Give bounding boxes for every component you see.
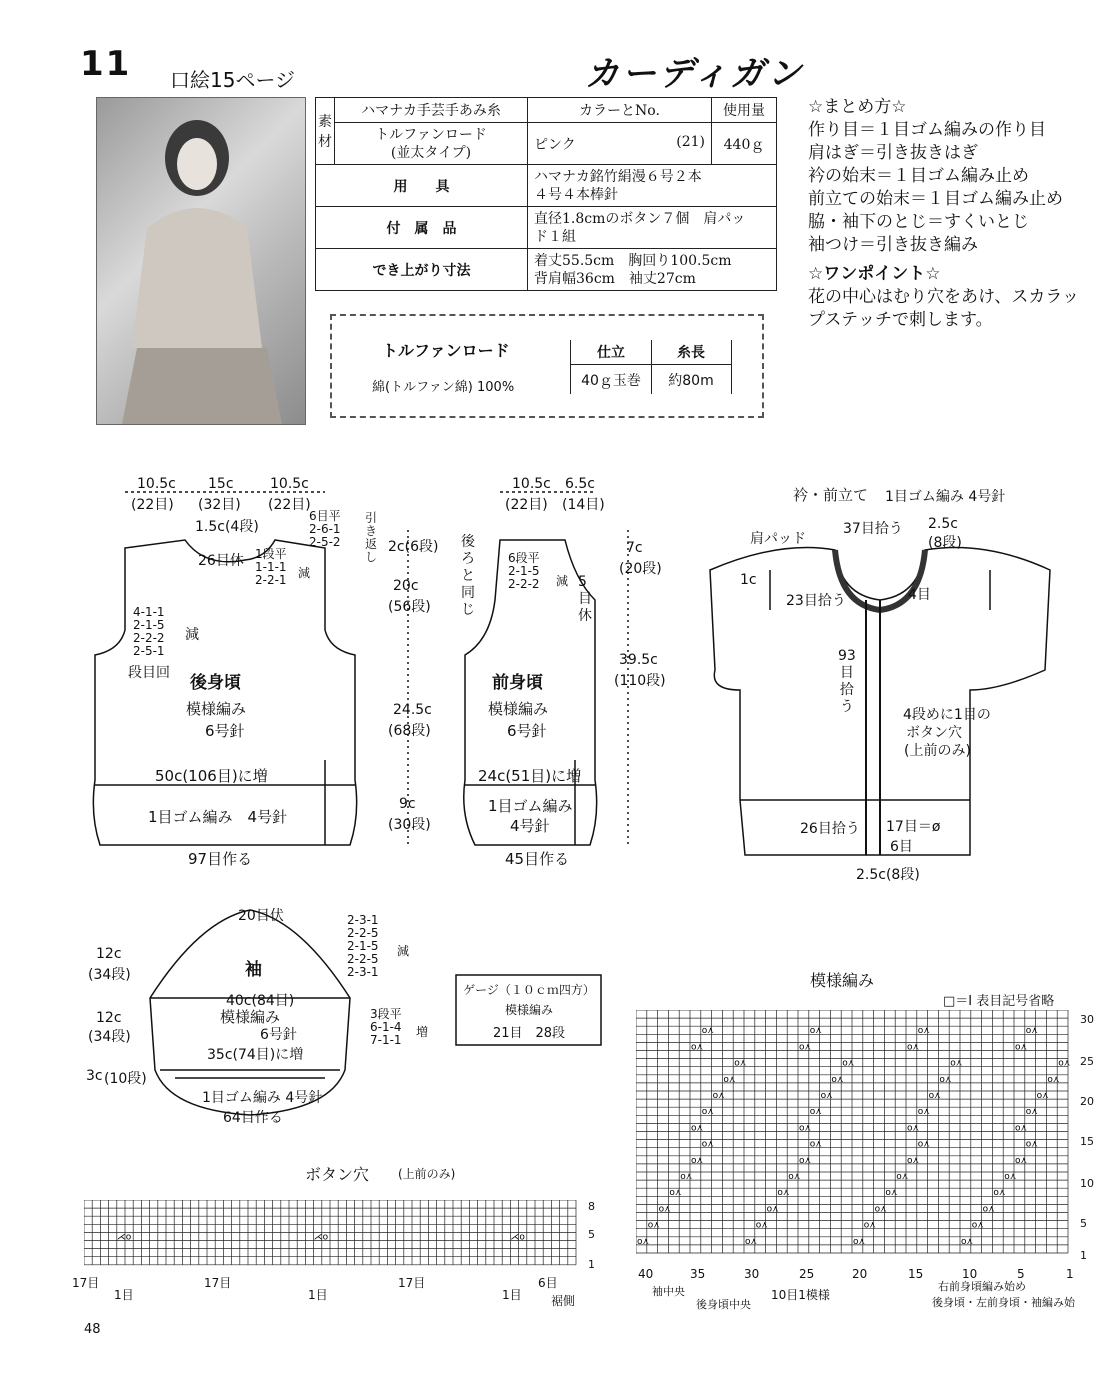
back-top-count-2: (32目) — [198, 497, 241, 513]
chart-note-4: 右前身頃編み始め — [938, 1280, 1026, 1293]
howto-line-5: 脇・袖下のとじ＝すくいとじ — [808, 212, 1029, 232]
bh-count-2: 1目 — [114, 1288, 134, 1302]
yo-decrease-mark: o⋏ — [658, 1204, 671, 1215]
yo-decrease-mark: o⋏ — [896, 1172, 909, 1182]
yo-decrease-mark: o⋏ — [1015, 1155, 1028, 1166]
collar-heading-note: 1目ゴム編み 4号針 — [885, 489, 1006, 505]
yarn-box-col1-val: 40ｇ玉巻 — [581, 373, 641, 389]
sleeve-needle: 6号針 — [260, 1027, 297, 1043]
yo-decrease-mark: o⋏ — [799, 1042, 812, 1053]
chart-row-5: 5 — [1080, 1217, 1087, 1230]
sleeve-inc-1: 3段平 — [370, 1007, 402, 1021]
chart-col-30: 30 — [744, 1267, 760, 1281]
back-needle: 6号針 — [205, 722, 245, 740]
yo-decrease-mark: o⋏ — [788, 1172, 801, 1182]
point-line-2: プステッチで刺します。 — [808, 310, 993, 330]
sleeve-left-6: (10段) — [104, 1071, 147, 1087]
back-increase: 50c(106目)に増 — [155, 767, 268, 785]
yo-decrease-mark: o⋏ — [734, 1058, 747, 1069]
sleeve-left-5: 3c — [86, 1068, 103, 1084]
chart-col-1: 1 — [1066, 1267, 1074, 1281]
chart-row-1: 1 — [1080, 1249, 1087, 1262]
back-shoulder-note: 引き返し — [365, 511, 378, 564]
sleeve-dec — [347, 914, 379, 979]
back-top-dim-2: 15c — [208, 476, 234, 492]
back-top-count-1: (22目) — [131, 497, 174, 513]
sleeve-dec-2: 2-2-5 — [347, 926, 379, 940]
collar-pick-93-2: 目 — [839, 665, 854, 681]
front-top-dim-2: 6.5c — [565, 476, 595, 492]
yo-decrease-mark: o⋏ — [723, 1074, 736, 1085]
bh-count-4: 1目 — [308, 1288, 328, 1302]
yo-decrease-mark: o⋏ — [917, 1026, 930, 1037]
gauge-title: ゲージ（１０ｃｍ四方） — [463, 983, 595, 997]
chart-row-30: 30 — [1080, 1013, 1094, 1026]
bh-row-5: 5 — [588, 1228, 595, 1241]
chart-row-10: 10 — [1080, 1177, 1094, 1190]
back-arm-note: 段目回 — [128, 665, 170, 681]
collar-pick-23: 23目拾う — [786, 593, 846, 609]
front-top-dim-1: 10.5c — [512, 476, 551, 492]
collar-pick-top: 37目拾う — [843, 521, 903, 537]
yo-decrease-mark: o⋏ — [820, 1091, 833, 1101]
back-pattern: 模様編み — [186, 700, 247, 718]
back-label: 後身頃 — [190, 673, 241, 693]
yo-decrease-mark: o⋏ — [1015, 1042, 1028, 1053]
collar-buttonhole-2: ボタン穴 — [906, 725, 962, 741]
sleeve-left-2: (34段) — [88, 967, 131, 983]
sleeve-cast-on: 64目作る — [223, 1110, 283, 1126]
yo-decrease-mark: o⋏ — [1004, 1172, 1017, 1182]
sleeve-dec-5: 2-3-1 — [347, 965, 379, 979]
notions-line-1: 直径1.8cmのボタン７個 肩パッ — [534, 210, 746, 227]
front-top-count-1: (22目) — [505, 497, 548, 513]
collar-bottom: 2.5c(8段) — [856, 867, 920, 883]
howto-line-1: 作り目＝１目ゴム編みの作り目 — [808, 120, 1046, 140]
bh-row-8: 8 — [588, 1200, 595, 1213]
front-cast-on: 45目作る — [505, 850, 570, 868]
sleeve-left-3: 12c — [96, 1010, 122, 1026]
mid-dim-a: 2c(6段) — [388, 539, 439, 555]
yo-decrease-mark: o⋏ — [647, 1220, 660, 1231]
bh-count-6: 1目 — [502, 1288, 522, 1302]
yo-decrease-mark: o⋏ — [863, 1220, 876, 1231]
front-increase: 24c(51目)に増 — [478, 767, 582, 785]
yo-decrease-mark: o⋏ — [755, 1220, 768, 1231]
chart-note-2: 後身頃中央 — [696, 1298, 751, 1311]
material-label: 素材 — [316, 98, 335, 165]
howto-heading: ☆まとめ方☆ — [808, 97, 907, 117]
front-same-note: 後ろと同じ — [461, 534, 475, 618]
sleeve-inc-note: 増 — [416, 1025, 429, 1039]
yo-decrease-mark: o⋏ — [701, 1107, 714, 1118]
back-shoulder-line-2: 2-6-1 — [309, 522, 341, 536]
yarn-box-col1-head: 仕立 — [597, 345, 625, 361]
gauge-value: 21目 28段 — [492, 1026, 566, 1041]
front-rest: 5目休 — [578, 574, 592, 624]
back-arm-dec-1: 4-1-1 — [133, 605, 165, 619]
yo-decrease-mark: o⋏ — [799, 1123, 812, 1134]
spec-head-color: カラーとNo. — [528, 98, 712, 123]
back-arm-dec-note: 減 — [185, 627, 199, 643]
buttonhole-mark: ⋌o — [510, 1232, 525, 1243]
collar-pick-93-3: 拾 — [839, 682, 854, 698]
collar-one-c: 1c — [740, 572, 757, 588]
chart-row-15: 15 — [1080, 1135, 1094, 1148]
bh-count-1: 17目 — [72, 1276, 100, 1290]
tools-line-1: ハマナカ銘竹絹漫６号２本 — [534, 168, 702, 185]
gauge-pattern: 模様編み — [504, 1003, 553, 1017]
yo-decrease-mark: o⋏ — [712, 1091, 725, 1101]
point-line-1: 花の中心はむり穴をあけ、スカラッ — [808, 287, 1079, 307]
mid-dim-d: 9c — [399, 796, 416, 812]
front-rib-2: 4号針 — [510, 817, 550, 835]
stitch-chart — [636, 1010, 1076, 1265]
tools-line-2: ４号４本棒針 — [534, 186, 618, 203]
back-shoulder-line-3: 2-5-2 — [309, 535, 341, 549]
yo-decrease-mark: o⋏ — [907, 1123, 920, 1134]
howto-line-2: 肩はぎ＝引き抜きはぎ — [808, 143, 978, 163]
sleeve-dec-1: 2-3-1 — [347, 913, 379, 927]
collar-six: 6目 — [890, 839, 913, 855]
front-neck-dec-3: 2-2-2 — [508, 577, 540, 591]
back-shoulder — [309, 510, 341, 549]
yo-decrease-mark: o⋏ — [809, 1107, 822, 1118]
yo-decrease-mark: o⋏ — [950, 1058, 963, 1069]
sleeve-rib: 1目ゴム編み 4号針 — [202, 1090, 323, 1106]
yo-decrease-mark: o⋏ — [777, 1188, 790, 1199]
buttonhole-title-note: (上前のみ) — [398, 1167, 456, 1181]
notions-label: 付 属 品 — [316, 207, 528, 249]
point-heading: ☆ワンポイント☆ — [808, 264, 941, 284]
yo-decrease-mark: o⋏ — [701, 1139, 714, 1150]
chart-row-20: 20 — [1080, 1095, 1094, 1108]
page-number: 48 — [84, 1322, 101, 1337]
back-arm-dec-4: 2-5-1 — [133, 644, 165, 658]
size-label: でき上がり寸法 — [316, 249, 528, 291]
front-right-b2: (110段) — [614, 673, 666, 689]
yo-decrease-mark: o⋏ — [799, 1155, 812, 1166]
yo-decrease-mark: o⋏ — [691, 1155, 704, 1166]
front-needle: 6号針 — [507, 722, 547, 740]
front-neck-dec-note: 減 — [556, 574, 569, 588]
chart-title: 模様編み — [810, 971, 875, 990]
back-top-count-3: (22目) — [268, 497, 311, 513]
yo-decrease-mark: o⋏ — [885, 1188, 898, 1199]
mid-dim-c: 24.5c — [393, 702, 432, 718]
yo-decrease-mark: o⋏ — [809, 1139, 822, 1150]
back-rib: 1目ゴム編み 4号針 — [148, 808, 288, 826]
yarn-box-col2-val: 約80m — [668, 373, 714, 389]
chart-col-25: 25 — [799, 1267, 815, 1281]
chart-note-5: 後身頃・左前身頃・袖編み始 — [932, 1296, 1075, 1309]
back-top-dim-3: 10.5c — [270, 476, 309, 492]
back-shoulder-line-1: 6目平 — [309, 509, 341, 523]
collar-buttonhole-1: 4段めに1目の — [903, 707, 991, 723]
front-right-a2: (20段) — [619, 561, 662, 577]
yo-decrease-mark: o⋏ — [669, 1188, 682, 1199]
back-cast-on: 97目作る — [188, 850, 253, 868]
yarn-name: トルファンロード — [375, 126, 487, 143]
front-right-a: 7c — [626, 540, 643, 556]
back-top-dim-1: 10.5c — [137, 476, 176, 492]
collar-four: 4目 — [908, 587, 931, 603]
sleeve-left-1: 12c — [96, 946, 122, 962]
yo-decrease-mark: o⋏ — [701, 1026, 714, 1037]
tools-label: 用 具 — [316, 165, 528, 207]
back-neck-dec-2: 1-1-1 — [255, 560, 287, 574]
sleeve-width: 40c(84目) — [226, 993, 295, 1009]
size-line-1: 着丈55.5cm 胸回り100.5cm — [534, 252, 732, 269]
yo-decrease-mark: o⋏ — [691, 1123, 704, 1134]
yarn-box-name: トルファンロード — [382, 341, 510, 360]
chart-row-25: 25 — [1080, 1055, 1094, 1068]
yo-decrease-mark: o⋏ — [961, 1236, 974, 1247]
collar-pick-26: 26目拾う — [800, 821, 860, 837]
yo-decrease-mark: o⋏ — [1036, 1091, 1049, 1101]
mid-dim-b: 20c — [393, 578, 419, 594]
collar-pick-93-4: う — [839, 699, 854, 715]
spec-head-yarn: ハマナカ手芸手あみ糸 — [335, 98, 528, 123]
sleeve-inc — [370, 1008, 402, 1047]
buttonhole-mark: ⋌o — [116, 1232, 132, 1243]
back-neck-dec — [255, 548, 287, 587]
sleeve-dec-3: 2-1-5 — [347, 939, 379, 953]
sleeve-left-4: (34段) — [88, 1029, 131, 1045]
buttonhole-chart — [84, 1200, 584, 1270]
front-pattern: 模様編み — [488, 700, 549, 718]
back-arm-dec-3: 2-2-2 — [133, 631, 165, 645]
yo-decrease-mark: o⋏ — [917, 1107, 930, 1118]
sleeve-dec-note: 減 — [397, 944, 410, 958]
color-name: ピンク — [534, 136, 576, 153]
yo-decrease-mark: o⋏ — [831, 1074, 844, 1085]
collar-pick-93 — [838, 648, 856, 716]
bh-count-3: 17目 — [204, 1276, 232, 1290]
page-reference: 口絵15ページ — [170, 68, 296, 92]
buttonhole-mark: ⋌o — [313, 1232, 329, 1243]
yo-decrease-mark: o⋏ — [1025, 1026, 1038, 1037]
front-rib-1: 1目ゴム編み — [488, 797, 573, 815]
yo-decrease-mark: o⋏ — [842, 1058, 855, 1069]
yo-decrease-mark: o⋏ — [853, 1236, 866, 1247]
collar-pad: 肩パッド — [750, 531, 806, 547]
bh-row-1: 1 — [588, 1258, 595, 1271]
sleeve-inc-3: 7-1-1 — [370, 1033, 402, 1047]
chart-col-35: 35 — [690, 1267, 706, 1281]
amount-value: 440ｇ — [712, 123, 777, 165]
front-neck-dec-2: 2-1-5 — [508, 564, 540, 578]
back-neck-dec-3: 2-2-1 — [255, 573, 287, 587]
chart-note-1: 袖中央 — [652, 1285, 685, 1298]
howto-line-3: 衿の始末＝１目ゴム編み止め — [808, 166, 1029, 186]
spec-head-amount: 使用量 — [712, 98, 777, 123]
size-line-2: 背肩幅36cm 袖丈27cm — [534, 270, 696, 287]
color-number: (21) — [676, 133, 705, 150]
yo-decrease-mark: o⋏ — [637, 1236, 650, 1247]
yo-decrease-mark: o⋏ — [766, 1204, 779, 1215]
yo-decrease-mark: o⋏ — [874, 1204, 887, 1215]
yo-decrease-mark: o⋏ — [1025, 1107, 1038, 1118]
collar-seventeen: 17目＝ø — [886, 819, 941, 835]
chart-col-20: 20 — [852, 1267, 868, 1281]
chart-col-10: 10 — [962, 1267, 978, 1281]
chart-col-40: 40 — [638, 1267, 654, 1281]
yo-decrease-mark: o⋏ — [691, 1042, 704, 1053]
page-title: カーディガン — [585, 54, 805, 94]
front-top-count-2: (14目) — [562, 497, 605, 513]
back-neck-dec-note: 減 — [298, 566, 311, 580]
collar-band-rows: (8段) — [928, 535, 962, 551]
chart-col-5: 5 — [1017, 1267, 1025, 1281]
yarn-type: (並太タイプ) — [390, 144, 472, 161]
yo-decrease-mark: o⋏ — [1047, 1074, 1060, 1085]
collar-band-dim: 2.5c — [928, 516, 958, 532]
yo-decrease-mark: o⋏ — [907, 1155, 920, 1166]
yarn-box-col2-head: 糸長 — [677, 345, 705, 361]
front-label: 前身頃 — [492, 673, 543, 693]
yo-decrease-mark: o⋏ — [1058, 1058, 1071, 1069]
buttonhole-title: ボタン穴 — [305, 1165, 370, 1184]
yarn-box-content: 綿(トルファン綿) 100% — [372, 380, 515, 395]
sleeve-increase: 35c(74目)に増 — [207, 1047, 304, 1063]
howto-line-6: 袖つけ＝引き抜き編み — [808, 235, 978, 255]
bh-count-7: 6目 — [538, 1276, 558, 1290]
front-neck-dec — [508, 552, 540, 591]
yo-decrease-mark: o⋏ — [809, 1026, 822, 1037]
sleeve-top: 20目伏 — [238, 908, 284, 924]
mid-dim-c2: (68段) — [388, 723, 431, 739]
yo-decrease-mark: o⋏ — [680, 1172, 693, 1182]
sleeve-pattern: 模様編み — [220, 1008, 281, 1026]
sleeve-inc-2: 6-1-4 — [370, 1020, 402, 1034]
back-arm-dec-2: 2-1-5 — [133, 618, 165, 632]
yo-decrease-mark: o⋏ — [928, 1091, 941, 1101]
front-right-b: 39.5c — [619, 652, 658, 668]
yo-decrease-mark: o⋏ — [993, 1188, 1006, 1199]
yo-decrease-mark: o⋏ — [917, 1139, 930, 1150]
mid-dim-d2: (30段) — [388, 817, 431, 833]
back-arm-dec — [133, 606, 165, 658]
yo-decrease-mark: o⋏ — [1025, 1139, 1038, 1150]
sleeve-dec-4: 2-2-5 — [347, 952, 379, 966]
bh-count-5: 17目 — [398, 1276, 426, 1290]
yo-decrease-mark: o⋏ — [907, 1042, 920, 1053]
bh-edge: 裾側 — [551, 1294, 576, 1308]
yo-decrease-mark: o⋏ — [745, 1236, 758, 1247]
chart-col-15: 15 — [908, 1267, 924, 1281]
back-neck-bind: 26目休 — [198, 553, 244, 569]
collar-pick-93-1: 93 — [838, 648, 856, 664]
yo-decrease-mark: o⋏ — [971, 1220, 984, 1231]
back-neck-dec-1: 1段平 — [255, 547, 287, 561]
howto-line-4: 前立ての始末＝１目ゴム編み止め — [808, 189, 1063, 209]
mid-dim-b2: (56段) — [388, 599, 431, 615]
notions-line-2: ド１組 — [534, 228, 576, 245]
collar-buttonhole-3: (上前のみ) — [904, 743, 971, 759]
yo-decrease-mark: o⋏ — [939, 1074, 952, 1085]
chart-note-3: 10目1模様 — [771, 1288, 830, 1302]
pattern-number: 11 — [80, 44, 132, 84]
sleeve-label: 袖 — [245, 960, 262, 980]
back-neck-depth: 1.5c(4段) — [195, 519, 259, 535]
yo-decrease-mark: o⋏ — [1015, 1123, 1028, 1134]
chart-legend: □＝Ⅰ 表目記号省略 — [943, 994, 1055, 1009]
yo-decrease-mark: o⋏ — [982, 1204, 995, 1215]
front-neck-dec-1: 6段平 — [508, 551, 540, 565]
collar-heading: 衿・前立て — [793, 486, 869, 504]
